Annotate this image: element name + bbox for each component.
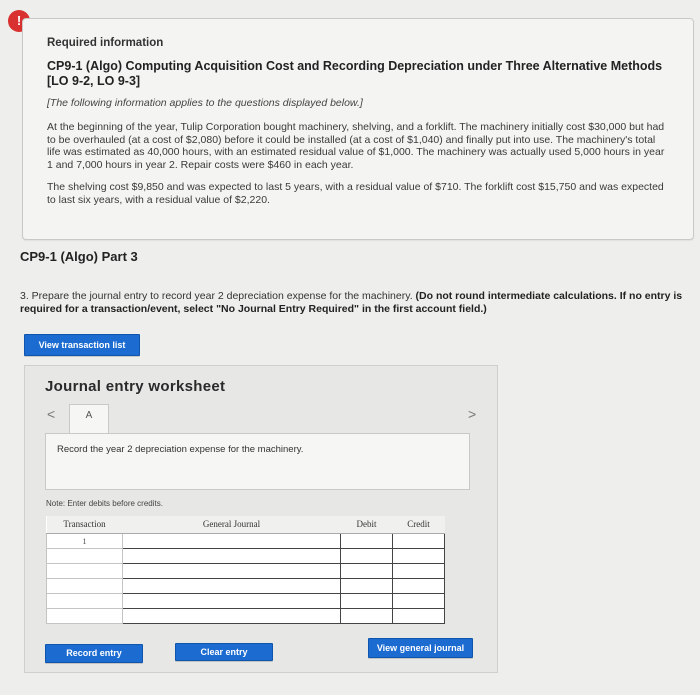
table-header-row <box>47 516 445 533</box>
account-field[interactable] <box>123 563 341 578</box>
debits-credits-note: Note: Enter debits before credits. <box>46 499 163 508</box>
chevron-left-icon[interactable]: < <box>47 406 56 422</box>
debit-field[interactable] <box>341 608 393 623</box>
alert-icon: ! <box>8 10 30 32</box>
account-field[interactable] <box>123 533 341 548</box>
column-header-general-journal: General Journal <box>123 516 341 533</box>
table-row <box>47 608 445 623</box>
table-row <box>47 593 445 608</box>
problem-heading: CP9-1 (Algo) Computing Acquisition Cost and Recording Depreciation under Three Alternative Methods [LO 9-2, LO 9-3] <box>47 59 663 88</box>
credit-field[interactable] <box>393 593 445 608</box>
instruction-text: Record the year 2 depreciation expense for the machinery. <box>57 444 304 455</box>
view-general-journal-button[interactable]: View general journal <box>368 638 473 658</box>
table-row <box>47 533 445 548</box>
required-information-panel <box>22 18 694 240</box>
credit-field[interactable] <box>393 608 445 623</box>
info-title: Required information <box>47 37 164 49</box>
journal-entry-worksheet <box>24 365 498 673</box>
account-field[interactable] <box>123 593 341 608</box>
table-row <box>47 578 445 593</box>
credit-field[interactable] <box>393 533 445 548</box>
transaction-cell <box>47 578 123 593</box>
transaction-cell <box>47 548 123 563</box>
debit-field[interactable] <box>341 593 393 608</box>
credit-field[interactable] <box>393 578 445 593</box>
transaction-cell <box>47 593 123 608</box>
table-row <box>47 563 445 578</box>
account-field[interactable] <box>123 578 341 593</box>
part-title: CP9-1 (Algo) Part 3 <box>20 249 138 264</box>
transaction-cell: 1 <box>47 533 123 548</box>
question-instructions: (Do not round intermediate calculations. If no entry is required for a transaction/event, select "No Journal Entry Required" in the first account field.) <box>20 290 683 315</box>
column-header-debit: Debit <box>341 516 393 533</box>
column-header-credit: Credit <box>393 516 445 533</box>
column-header-transaction: Transaction <box>47 516 123 533</box>
debit-field[interactable] <box>341 578 393 593</box>
instruction-panel <box>45 433 470 490</box>
debit-field[interactable] <box>341 533 393 548</box>
transaction-cell <box>47 608 123 623</box>
question-text <box>20 290 688 315</box>
account-field[interactable] <box>123 608 341 623</box>
question-main: 3. Prepare the journal entry to record year 2 depreciation expense for the machinery. <box>20 290 413 302</box>
view-transaction-list-button[interactable]: View transaction list <box>24 334 140 356</box>
info-paragraph-shelving-forklift: The shelving cost $9,850 and was expected to last 5 years, with a residual value of $710. The forklift cost $15,750 and was expected to last six years, with a residual value of $2,220. <box>47 181 664 206</box>
debit-field[interactable] <box>341 548 393 563</box>
table-row <box>47 548 445 563</box>
transaction-cell <box>47 563 123 578</box>
journal-table <box>46 516 445 624</box>
info-note: [The following information applies to the questions displayed below.] <box>47 97 363 109</box>
tab-a[interactable]: A <box>69 404 109 434</box>
chevron-right-icon[interactable]: > <box>468 406 477 422</box>
clear-entry-button[interactable]: Clear entry <box>175 643 273 661</box>
record-entry-button[interactable]: Record entry <box>45 644 143 663</box>
debit-field[interactable] <box>341 563 393 578</box>
credit-field[interactable] <box>393 548 445 563</box>
account-field[interactable] <box>123 548 341 563</box>
worksheet-title: Journal entry worksheet <box>45 378 226 395</box>
info-paragraph-machinery: At the beginning of the year, Tulip Corporation bought machinery, shelving, and a forklift. The machinery initially cost $30,000 but had to be overhauled (at a cost of $2,080) before it could be installed (at a cost of $1,040) and finally put into use. The machinery's total life was estimated as 40,000 hours, with an estimated residual value of $1,000. The machinery was actually used 5,000 hours in year 1 and 7,000 hours in year 2. Repair costs were $460 in each year. <box>47 121 665 171</box>
credit-field[interactable] <box>393 563 445 578</box>
